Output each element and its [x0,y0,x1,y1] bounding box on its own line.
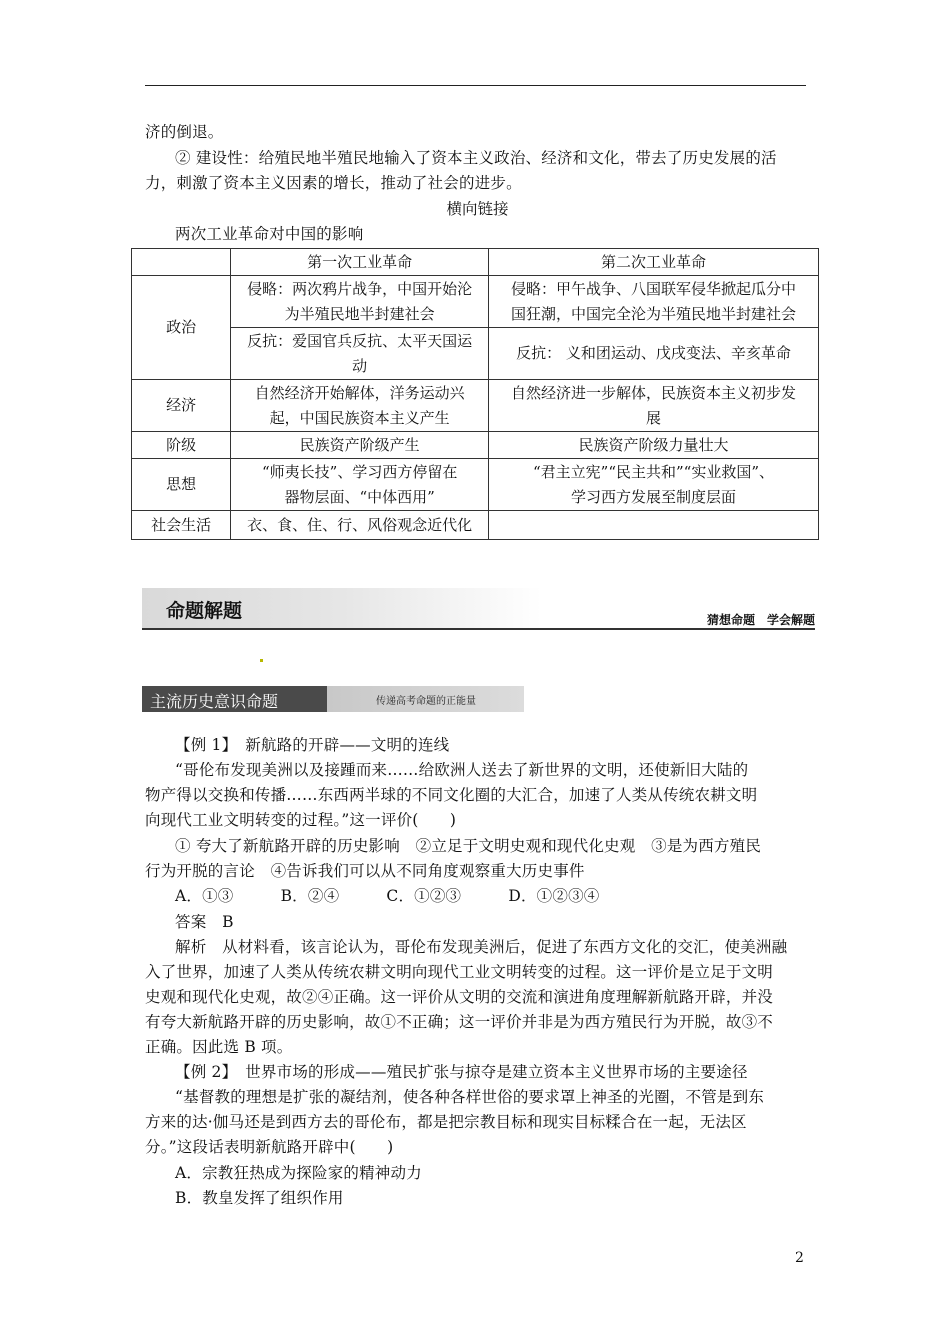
comparison-table [131,248,819,540]
table-row [132,432,819,459]
row-label-politics: 政治 [132,276,231,380]
row-label-thought: 思想 [132,459,231,511]
table-cell [231,276,489,328]
table-cell [489,511,819,540]
option-line: A．宗教狂热成为探险家的精神动力 [175,1164,422,1182]
analysis-line: 入了世界，加速了人类从传统农耕文明向现代工业文明转变的过程。这一评价是立足于文明 [145,963,774,981]
cell-line: 为半殖民地半封建社会 [284,304,435,323]
answer-line: 答案 B [175,913,234,931]
table-header-cell [132,249,231,276]
table-row [132,511,819,540]
paragraph-line: 济的倒退。 [145,123,224,141]
table-cell [489,380,819,432]
row-label-social: 社会生活 [132,511,231,540]
cell-line: 器物层面、“中体西用” [284,487,435,506]
paragraph-line: 力，刺激了资本主义因素的增长，推动了社会的进步。 [145,174,522,192]
choices-line: A．①③ B．②④ C．①②③ D．①②③④ [175,887,600,905]
analysis-line: 解析 从材料看，该言论认为，哥伦布发现美洲后，促进了东西方文化的交汇，使美洲融 [175,938,788,956]
table-cell [231,380,489,432]
table-header-row [132,249,819,276]
analysis-line: 史观和现代化史观，故②④正确。这一评价从文明的交流和演进角度理解新航路开辟，并没 [145,988,774,1006]
question-line: 物产得以交换和传播……东西两半球的不同文化圈的大汇合，加速了人类从传统农耕文明 [145,786,758,804]
table-cell [489,459,819,511]
banner-subtitle: 猜想命题 学会解题 [706,613,815,627]
cell-line: 自然经济开始解体，洋务运动兴 [254,383,465,402]
cell-line: 展 [646,408,662,427]
example-heading: 【例 2】 世界市场的形成——殖民扩张与掠夺是建立资本主义世界市场的主要途径 [175,1063,748,1081]
example-heading: 【例 1】 新航路的开辟——文明的连线 [175,736,450,754]
table-cell [231,328,489,380]
cell-line: 动 [352,356,368,375]
table-row [132,328,819,380]
cell-line: “师夷长技”、学习西方停留在 [261,462,458,481]
table-row [132,459,819,511]
table-cell [489,276,819,328]
banner-rule [142,628,815,630]
option-line: B．教皇发挥了组织作用 [175,1189,344,1207]
question-line: 向现代工业文明转变的过程。”这一评价( ) [145,811,457,829]
table-cell [231,459,489,511]
cell-line: 国狂潮，中国完全沦为半殖民地半封建社会 [511,304,797,323]
option-line: ① 夸大了新航路开辟的历史影响 ②立足于文明史观和现代化史观 ③是为西方殖民 [175,837,762,855]
table-title: 两次工业革命对中国的影响 [175,225,364,243]
question-line: “基督教的理想是扩张的凝结剂，使各种各样世俗的要求罩上神圣的光圈，不管是到东 [175,1088,765,1106]
analysis-line: 有夸大新航路开辟的历史影响，故①不正确；这一评价并非是为西方殖民行为开脱，故③不 [145,1013,774,1031]
subsection-title: 主流历史意识命题 [150,692,279,711]
row-label-class: 阶级 [132,432,231,459]
page-number: 2 [795,1250,804,1266]
question-line: 方来的达·伽马还是到西方去的哥伦布，都是把宗教目标和现实目标糅合在一起，无法区 [145,1113,747,1131]
cell-line: 学习西方发展至制度层面 [571,487,737,506]
option-line: 行为开脱的言论 ④告诉我们可以从不同角度观察重大历史事件 [145,862,585,880]
cell-line: 侵略：两次鸦片战争，中国开始沦 [247,279,473,298]
section-heading: 横向链接 [446,200,509,218]
question-line: “哥伦布发现美洲以及接踵而来……给欧洲人送去了新世界的文明，还使新旧大陆的 [175,761,749,779]
subsection-banner [142,686,524,712]
section-banner [142,588,815,632]
header-rule [145,85,806,86]
table-row [132,276,819,328]
table-cell: 民族资产阶级力量壮大 [489,432,819,459]
table-header-cell: 第二次工业革命 [489,249,819,276]
table-cell: 反抗： 义和团运动、戊戌变法、辛亥革命 [489,328,819,380]
table-header-cell: 第一次工业革命 [231,249,489,276]
cell-line: 侵略：甲午战争、八国联军侵华掀起瓜分中 [511,279,797,298]
table-row [132,380,819,432]
paragraph-line: ② 建设性：给殖民地半殖民地输入了资本主义政治、经济和文化，带去了历史发展的活 [175,149,777,167]
cell-line: “君主立宪”“民主共和”“实业救国”、 [533,462,775,481]
row-label-economy: 经济 [132,380,231,432]
cell-line: 反抗：爱国官兵反抗、太平天国运 [247,331,473,350]
cell-line: 起，中国民族资本主义产生 [269,408,450,427]
stray-mark [260,659,263,662]
analysis-line: 正确。因此选 B 项。 [145,1038,293,1056]
question-line: 分。”这段话表明新航路开辟中( ) [145,1138,394,1156]
cell-line: 自然经济进一步解体，民族资本主义初步发 [511,383,797,402]
table-cell: 民族资产阶级产生 [231,432,489,459]
subsection-subtitle: 传递高考命题的正能量 [376,696,476,707]
table-cell: 衣、食、住、行、风俗观念近代化 [231,511,489,540]
banner-title: 命题解题 [166,600,243,622]
